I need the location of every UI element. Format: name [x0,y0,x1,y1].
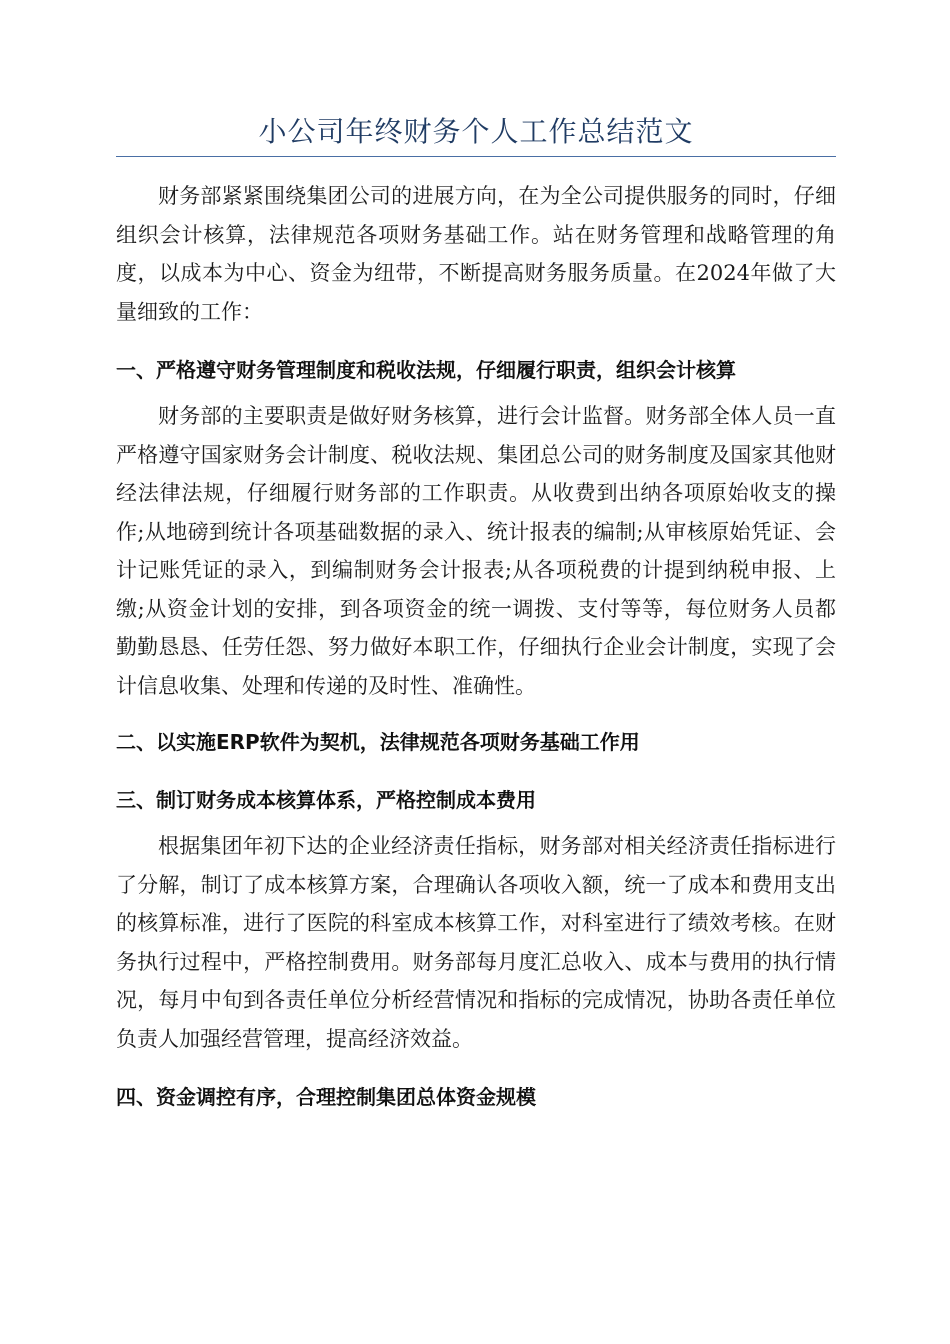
intro-paragraph: 财务部紧紧围绕集团公司的进展方向，在为全公司提供服务的同时，仔细组织会计核算，法律规范各项财务基础工作。站在财务管理和战略管理的角度，以成本为中心、资金为纽带，不断提高财务服务质量。在2024年做了大量细致的工作： [116,184,836,324]
section-1-heading: 一、严格遵守财务管理制度和税收法规，仔细履行职责，组织会计核算 [116,358,736,382]
section-3-heading: 三、制订财务成本核算体系，严格控制成本费用 [116,788,536,812]
section-1-body: 财务部的主要职责是做好财务核算，进行会计监督。财务部全体人员一直严格遵守国家财务会计制度、税收法规、集团总公司的财务制度及国家其他财经法律法规，仔细履行财务部的工作职责。从收费到出纳各项原始收支的操作;从地磅到统计各项基础数据的录入、统计报表的编制;从审核原始凭证、会计记账凭证的录入，到编制财务会计报表;从各项税费的计提到纳税申报、上缴;从资金计划的安排，到各项资金的统一调拨、支付等等，每位财务人员都勤勤恳恳、任劳任怨、努力做好本职工作，仔细执行企业会计制度，实现了会计信息收集、处理和传递的及时性、准确性。 [116,404,836,698]
document-title: 小公司年终财务个人工作总结范文 [116,110,836,157]
section-4-heading: 四、资金调控有序，合理控制集团总体资金规模 [116,1085,536,1109]
section-2-heading: 二、以实施ERP软件为契机，法律规范各项财务基础工作用 [116,730,640,754]
section-3-body: 根据集团年初下达的企业经济责任指标，财务部对相关经济责任指标进行了分解，制订了成本核算方案，合理确认各项收入额，统一了成本和费用支出的核算标准，进行了医院的科室成本核算工作，对科室进行了绩效考核。在财务执行过程中，严格控制费用。财务部每月度汇总收入、成本与费用的执行情况，每月中旬到各责任单位分析经营情况和指标的完成情况，协助各责任单位负责人加强经营管理，提高经济效益。 [116,834,836,1051]
document-page [116,110,836,1112]
